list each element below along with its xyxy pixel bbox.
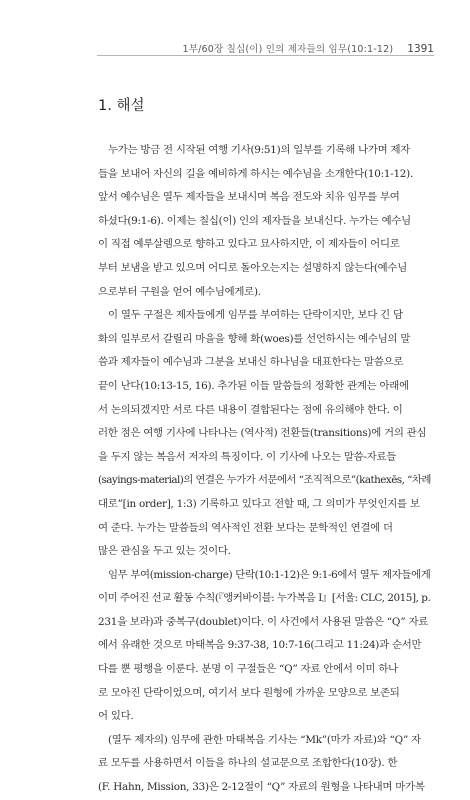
text-line: 을 두지 않는 복음서 저자의 특징이다. 이 기사에 나오는 말씀-자료들 xyxy=(98,450,397,463)
text-line: 러한 점은 여행 기사에 나타나는 (역사적) 전환들(transitions)에 거의 관심 xyxy=(98,427,427,440)
text-line: 다를 뿐 평행을 이룬다. 분명 이 구절들은 “Q” 자료 안에서 이미 하나 xyxy=(98,663,398,676)
page-number: 1391 xyxy=(407,43,434,55)
text-line: (F. Hahn, Mission, 33)은 2-12절이 “Q” 자료의 원형을 나타내며 마가복 xyxy=(98,781,425,794)
text-line: 누가는 방금 전 시작된 여행 기사(9:51)의 일부를 기록해 나가며 제자 xyxy=(108,144,411,156)
text-line: 화의 일부로서 갈릴리 마을을 향해 화(woes)를 선언하시는 예수님의 말 xyxy=(98,332,411,345)
running-header xyxy=(182,41,434,55)
section-heading: 1. 해설 xyxy=(98,98,145,114)
text-line: 부터 보냄을 받고 있으며 어디로 돌아오는지는 설명하지 않는다(예수님 xyxy=(98,261,408,274)
text-line: 이 열두 구절은 제자들에게 임무를 부여하는 단락이지만, 보다 긴 담 xyxy=(108,309,403,322)
text-line: 여 준다. 누가는 말씀들의 역사적인 전환 보다는 문학적인 연결에 더 xyxy=(98,521,393,534)
text-line: 끝이 난다(10:13-15, 16). 추가된 이들 말씀들의 정확한 관계는 아래에 xyxy=(98,379,409,392)
text-line: 하셨다(9:1-6). 이제는 칠십(이) 인의 제자들을 보내신다. 누가는 예수님 xyxy=(98,214,411,227)
text-line: 이미 주어진 선교 활동 수칙(『앵커바이블: 누가복음 I』[서울: CLC, 2015], p. xyxy=(98,592,431,605)
text-line: 임무 부여(mission-charge) 단락(10:1-12)은 9:1-6에서 열두 제자들에게 xyxy=(108,568,431,581)
text-line: 료 모두를 사용하면서 이들을 하나의 설교문으로 조합한다(10장). 한 xyxy=(98,757,398,770)
text-line: (열두 제자의) 임무에 관한 마태복음 기사는 “Mk”(마가 자료)와 “Q” 자 xyxy=(108,733,421,746)
text-line: 들을 보내어 자신의 길을 예비하게 하시는 예수님을 소개한다(10:1-12). xyxy=(98,167,414,180)
text-line: 으로부터 구원을 얻어 예수님에게로). xyxy=(98,285,261,298)
text-line: 대로”[in order], 1:3) 기록하고 있다고 전할 때, 그 의미가 무엇인지를 보 xyxy=(98,497,420,510)
text-line: 로 모아진 단락이었으며, 여기서 보다 원형에 가까운 모양으로 보존되 xyxy=(98,686,400,699)
text-line: 많은 관심을 두고 있는 것이다. xyxy=(98,545,231,558)
body-text xyxy=(98,139,434,800)
text-line: 어 있다. xyxy=(98,710,134,723)
text-line: 231을 보라)과 중복구(doublet)이다. 이 사건에서 사용된 말씀은 “Q” 자료 xyxy=(98,615,429,628)
text-line: 앞서 예수님은 열두 제자들을 보내시며 복음 전도와 치유 임무를 부여 xyxy=(98,191,400,204)
header-divider xyxy=(97,55,434,56)
text-line: 서 논의되겠지만 서로 다른 내용이 결합된다는 점에 유의해야 한다. 이 xyxy=(98,403,403,416)
text-line: 씀과 제자들이 예수님과 그분을 보내신 하나님을 대표한다는 말씀으로 xyxy=(98,356,404,369)
text-line: 에서 유래한 것으로 마태복음 9:37-38, 10:7-16(그리고 11:24)과 순서만 xyxy=(98,639,422,652)
text-line: 이 직접 예루살렘으로 향하고 있다고 묘사하지만, 이 제자들이 어디로 xyxy=(98,238,400,251)
text-line: (sayings-material)의 연결은 누가가 서문에서 “조직적으로”(kathexēs, “차례 xyxy=(98,474,431,487)
header-chapter-title: 1부/60장 칠십(이) 인의 제자들의 임무(10:1-12) xyxy=(182,44,394,55)
